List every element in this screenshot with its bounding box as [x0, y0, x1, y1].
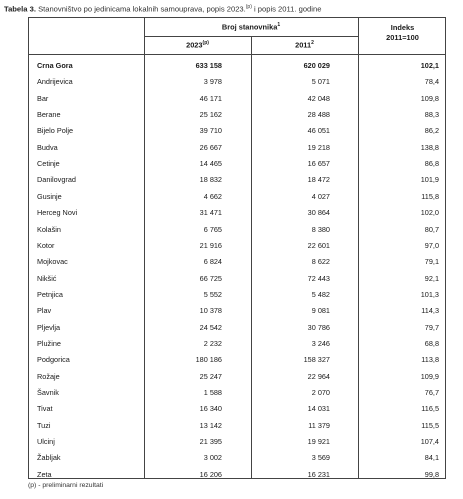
- row-name: Tuzi: [37, 420, 51, 430]
- table-row: [29, 172, 445, 188]
- row-index: 88,3: [424, 110, 439, 120]
- row-value-2011: 22 601: [307, 240, 330, 250]
- row-value-2011: 16 231: [307, 469, 330, 479]
- row-name: Andrijevica: [37, 77, 73, 87]
- row-name: Nikšić: [37, 273, 57, 283]
- row-index: 113,8: [421, 355, 439, 365]
- table-caption: [4, 2, 460, 15]
- header-col-2023: [144, 40, 251, 49]
- table-row: [29, 320, 445, 336]
- row-value-2011: 158 327: [303, 355, 330, 365]
- row-name: Zeta: [37, 469, 52, 479]
- row-index: 68,8: [424, 338, 439, 348]
- table-row: [29, 352, 445, 368]
- row-index: 109,9: [420, 371, 439, 381]
- header-col-2011: [251, 40, 358, 49]
- row-value-2023: 1 588: [203, 388, 222, 397]
- row-index: 80,7: [424, 224, 439, 234]
- table-row: [29, 467, 445, 483]
- row-value-2023: 6 765: [203, 224, 222, 234]
- table-row: [29, 450, 445, 466]
- row-value-2023: 2 232: [203, 338, 222, 348]
- table-row: [29, 74, 445, 90]
- row-value-2011: 46 051: [307, 126, 330, 136]
- row-value-2023: 5 552: [203, 289, 222, 299]
- row-index: 79,1: [424, 257, 439, 267]
- table-row: [29, 287, 445, 303]
- row-value-2011: 18 472: [307, 175, 330, 185]
- row-name: Petnjica: [37, 289, 63, 299]
- table-row: [29, 156, 445, 172]
- row-index: 114,3: [421, 306, 439, 316]
- table-row: [29, 58, 445, 74]
- row-value-2011: 2 070: [311, 388, 330, 397]
- row-value-2023: 46 171: [199, 93, 222, 103]
- row-index: 107,4: [420, 437, 439, 447]
- row-name: Pljevlja: [37, 322, 61, 332]
- header-col-2023-label: 2023: [186, 40, 203, 50]
- row-name: Budva: [37, 142, 58, 152]
- row-value-2023: 14 465: [199, 159, 222, 169]
- table-body: [29, 54, 445, 478]
- row-value-2023: 21 916: [199, 240, 222, 250]
- row-name: Mojkovac: [37, 257, 68, 267]
- header-col-2011-sup: 2: [311, 40, 314, 46]
- header-col-index: [358, 23, 447, 43]
- header-col-2011-label: 2011: [295, 40, 312, 50]
- caption-text: Stanovništvo po jedinicama lokalnih samouprava, popis 2023.: [38, 4, 246, 14]
- table-row: [29, 107, 445, 123]
- row-value-2011: 620 029: [303, 61, 330, 70]
- row-value-2023: 31 471: [199, 208, 222, 218]
- row-index: 92,1: [424, 273, 439, 283]
- row-name: Žabljak: [37, 453, 61, 463]
- table-header: [29, 18, 445, 55]
- row-value-2011: 9 081: [311, 306, 330, 316]
- row-value-2011: 16 657: [307, 159, 330, 169]
- table-row: [29, 254, 445, 270]
- row-index: 101,3: [420, 289, 439, 299]
- table-row: [29, 271, 445, 287]
- caption-text-after: i popis 2011. godine: [251, 4, 322, 14]
- row-value-2011: 19 218: [307, 142, 330, 152]
- row-name: Danilovgrad: [37, 175, 76, 185]
- row-index: 102,0: [420, 208, 439, 218]
- row-value-2011: 22 964: [307, 371, 330, 381]
- row-index: 116,5: [421, 404, 439, 414]
- row-name: Šavnik: [37, 388, 59, 397]
- row-value-2023: 6 824: [203, 257, 222, 267]
- row-index: 78,4: [424, 77, 439, 87]
- row-value-2011: 5 482: [311, 289, 330, 299]
- row-value-2011: 72 443: [307, 273, 330, 283]
- row-value-2023: 180 186: [195, 355, 222, 365]
- row-value-2011: 3 246: [311, 338, 330, 348]
- row-name: Bar: [37, 93, 49, 103]
- row-value-2023: 4 662: [203, 191, 222, 201]
- row-index: 138,8: [420, 142, 439, 152]
- row-value-2023: 21 395: [199, 437, 222, 447]
- row-name: Kolašin: [37, 224, 61, 234]
- table-row: [29, 401, 445, 417]
- row-value-2023: 3 978: [203, 77, 222, 87]
- row-name: Rožaje: [37, 371, 60, 381]
- row-index: 86,2: [424, 126, 439, 136]
- table-row: [29, 336, 445, 352]
- row-value-2023: 13 142: [199, 420, 222, 430]
- row-name: Podgorica: [37, 355, 70, 365]
- row-index: 99,8: [424, 469, 439, 479]
- row-value-2023: 16 340: [199, 404, 222, 414]
- row-index: 97,0: [424, 240, 439, 250]
- row-value-2011: 8 622: [311, 257, 330, 267]
- row-index: 101,9: [420, 175, 439, 185]
- caption-sup: (p): [245, 4, 252, 10]
- row-value-2011: 4 027: [311, 191, 330, 201]
- footnote: (p) - preliminarni rezultati: [28, 482, 104, 489]
- header-col-2023-sup: (p): [202, 40, 209, 46]
- table-row: [29, 123, 445, 139]
- header-group-label: Broj stanovnika: [221, 22, 278, 32]
- row-value-2011: 8 380: [311, 224, 330, 234]
- population-table: [28, 17, 446, 479]
- row-value-2011: 14 031: [307, 404, 330, 414]
- row-index: 115,8: [421, 191, 439, 201]
- row-name: Bijelo Polje: [37, 126, 74, 136]
- header-index-line2: 2011=100: [386, 33, 419, 42]
- row-name: Cetinje: [37, 159, 60, 169]
- row-name: Gusinje: [37, 191, 62, 201]
- row-name: Tivat: [37, 404, 53, 414]
- row-index: 79,7: [424, 322, 439, 332]
- table-row: [29, 222, 445, 238]
- table-row: [29, 385, 445, 401]
- row-value-2011: 28 488: [307, 110, 330, 120]
- row-name: Crna Gora: [37, 61, 73, 70]
- row-value-2011: 5 071: [311, 77, 330, 87]
- row-value-2023: 25 247: [199, 371, 222, 381]
- row-value-2011: 30 786: [307, 322, 330, 332]
- row-name: Kotor: [37, 240, 55, 250]
- table-row: [29, 140, 445, 156]
- row-value-2011: 11 379: [308, 420, 330, 430]
- row-name: Berane: [37, 110, 61, 120]
- row-value-2023: 24 542: [199, 322, 222, 332]
- row-name: Herceg Novi: [37, 208, 78, 218]
- row-index: 84,1: [424, 453, 439, 463]
- row-value-2023: 3 002: [203, 453, 222, 463]
- caption-label: Tabela 3.: [4, 4, 36, 14]
- row-value-2023: 16 206: [199, 469, 222, 479]
- row-index: 86,8: [424, 159, 439, 169]
- table-row: [29, 238, 445, 254]
- header-index-line1: Indeks: [390, 23, 415, 32]
- row-name: Plužine: [37, 338, 61, 348]
- table-row: [29, 434, 445, 450]
- table-row: [29, 91, 445, 107]
- row-value-2023: 39 710: [199, 126, 222, 136]
- row-name: Plav: [37, 306, 52, 316]
- table-row: [29, 189, 445, 205]
- row-value-2023: 26 667: [199, 142, 222, 152]
- row-value-2023: 66 725: [199, 273, 222, 283]
- row-value-2023: 18 832: [199, 175, 222, 185]
- row-value-2023: 633 158: [195, 61, 222, 70]
- table-row: [29, 369, 445, 385]
- header-group-population: [144, 22, 358, 31]
- table-row: [29, 303, 445, 319]
- row-name: Ulcinj: [37, 437, 55, 447]
- row-index: 115,5: [421, 420, 439, 430]
- row-value-2011: 19 921: [307, 437, 330, 447]
- row-value-2011: 42 048: [307, 93, 330, 103]
- header-group-sup: 1: [277, 22, 281, 28]
- table-row: [29, 205, 445, 221]
- row-index: 102,1: [420, 61, 439, 70]
- row-value-2011: 30 864: [307, 208, 330, 218]
- row-value-2011: 3 569: [311, 453, 330, 463]
- row-index: 109,8: [420, 93, 439, 103]
- row-index: 76,7: [424, 388, 439, 397]
- row-value-2023: 25 162: [199, 110, 222, 120]
- table-row: [29, 418, 445, 434]
- row-value-2023: 10 378: [199, 306, 222, 316]
